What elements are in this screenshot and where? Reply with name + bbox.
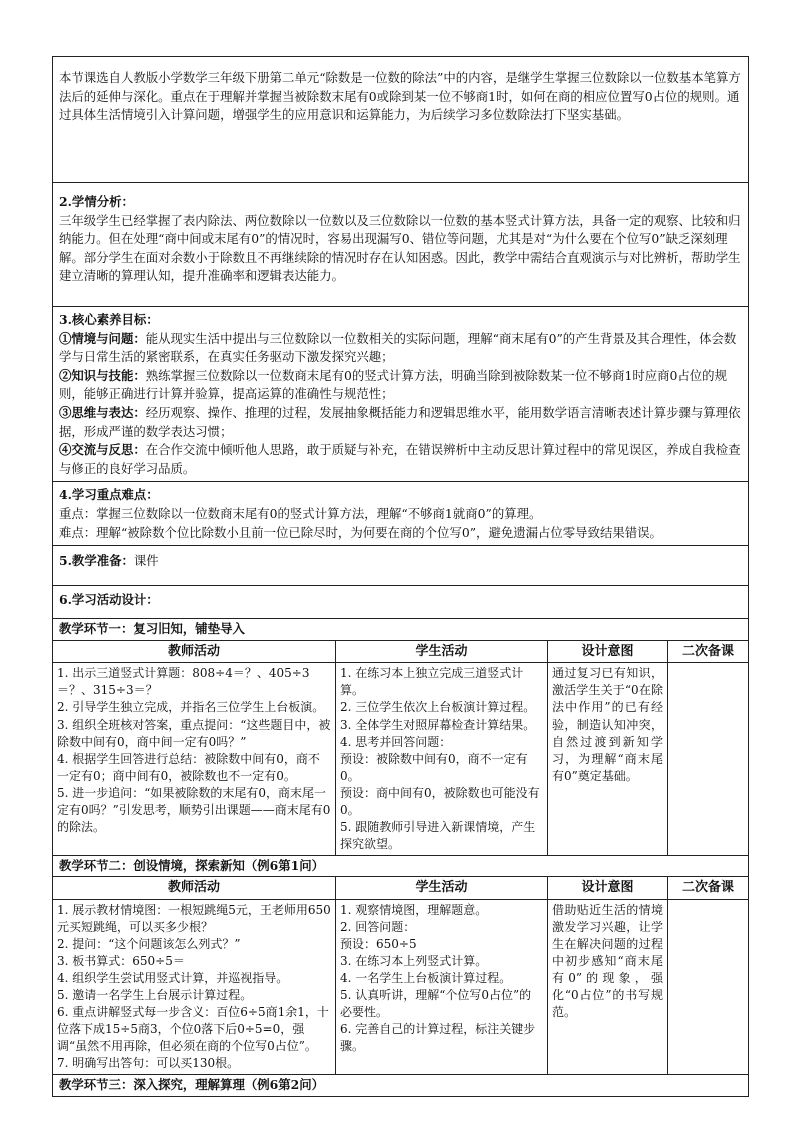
section-title: 5.教学准备： <box>59 553 134 569</box>
header-notes: 二次备课 <box>668 640 749 663</box>
teacher-step: 1. 展示教材情境图：一根短跳绳5元，王老师用650元买短跳绳，可以买多少根？ <box>57 902 331 934</box>
header-student: 学生活动 <box>336 877 548 900</box>
goal-label: ③思维与表达： <box>59 405 146 421</box>
student-step: 3. 在练习本上列竖式计算。 <box>340 953 488 968</box>
goal-item <box>59 441 742 478</box>
goal-label: ②知识与技能： <box>59 367 146 383</box>
student-step: 3. 全体学生对照屏幕检查计算结果。 <box>340 717 536 732</box>
student-step: 预设：被除数中间有0，商不一定有0。 <box>340 751 528 783</box>
section-key-points <box>53 482 749 546</box>
goal-text: 在合作交流中倾听他人思路，敢于质疑与补充，在错误辨析中主动反思计算过程中的常见误区，养成自我检查与修正的良好学习品质。 <box>59 442 741 476</box>
student-activity-cell <box>336 899 548 1074</box>
stage-3-title-row <box>53 1075 749 1097</box>
student-step: 6. 完善自己的计算过程，标注关键步骤。 <box>340 1022 536 1054</box>
teacher-step: 3. 板书算式：650÷5＝ <box>57 953 185 968</box>
second-prep-cell <box>668 663 749 855</box>
key-point-text: 重点：掌握三位数除以一位数商末尾有0的竖式计算方法，理解“不够商1就商0”的算理。 <box>59 506 542 522</box>
stage-2-title-row <box>53 855 749 877</box>
teacher-step: 2. 提问：“这个问题该怎么列式？” <box>57 936 241 951</box>
stage-1-title-row <box>53 619 749 641</box>
lesson-plan-table <box>52 56 749 1097</box>
student-step: 4. 思考并回答问题： <box>340 734 452 749</box>
intro-text: 本节课选自人教版小学数学三年级下册第二单元“除数是一位数的除法”中的内容，是继学生掌握三位数除以一位数基本笔算方法后的延伸与深化。重点在于理解并掌握当被除数末尾有0或除到某一位不够商1时，如何在商的相应位置写0占位的规则。通过具体生活情境引入计算问题，增强学生的应用意识和运算能力，为后续学习多位数除法打下坚实基础。 <box>59 70 741 123</box>
stage-1-content-row <box>53 663 749 855</box>
section-title: 3.核心素养目标： <box>59 312 159 327</box>
header-teacher: 教师活动 <box>53 877 336 900</box>
student-step: 预设：商中间有0，被除数也可能没有0。 <box>340 785 540 817</box>
student-activity-cell <box>336 663 548 855</box>
student-step: 1. 观察情境图，理解题意。 <box>340 902 488 917</box>
section-core-goals <box>53 307 749 482</box>
teacher-activity-cell <box>53 663 336 855</box>
goal-label: ①情境与问题： <box>59 330 146 346</box>
stage-title: 教学环节二：创设情境，探索新知（例6第1问） <box>53 855 749 877</box>
student-step: 5. 跟随教师引导进入新课情境，产生探究欲望。 <box>340 819 536 851</box>
stage-title: 教学环节三：深入探究，理解算理（例6第2问） <box>53 1075 749 1097</box>
section-learner-analysis <box>53 183 749 307</box>
teacher-step: 6. 重点讲解竖式每一步含义：百位6÷5商1余1，十位落下成15÷5商3，个位0落下后0÷5=0，强调“虽然不用再除，但必须在商的个位写0占位”。 <box>57 1005 329 1054</box>
teacher-step: 1. 出示三道竖式计算题：808÷4＝？、405÷3＝？、315÷3＝？ <box>57 666 310 698</box>
section-title: 2.学情分析： <box>59 194 134 209</box>
header-intent: 设计意图 <box>548 640 668 663</box>
stage-title: 教学环节一：复习旧知，铺垫导入 <box>53 619 749 641</box>
preparation-text: 课件 <box>133 553 159 569</box>
student-step: 预设：650÷5 <box>340 936 417 951</box>
student-step: 2. 三位学生依次上台板演计算过程。 <box>340 700 536 715</box>
header-notes: 二次备课 <box>668 877 749 900</box>
section-activities <box>53 586 749 619</box>
header-intent: 设计意图 <box>548 877 668 900</box>
goal-text: 熟练掌握三位数除以一位数商末尾有0的竖式计算方法，明确当除到被除数某一位不够商1时应商0占位的规则，能够正确进行计算并验算，提高运算的准确性与规范性； <box>59 367 727 402</box>
section-preparation <box>53 546 749 586</box>
goal-item <box>59 404 742 441</box>
teacher-step: 3. 组织全班核对答案，重点提问：“这些题目中，被除数中间有0，商中间一定有0吗？” <box>57 717 331 749</box>
teacher-step: 2. 引导学生独立完成，并指名三位学生上台板演。 <box>57 700 325 715</box>
stage-1-header-row <box>53 640 749 663</box>
goal-label: ④交流与反思： <box>59 442 146 458</box>
stage-2-content-row <box>53 899 749 1074</box>
student-step: 1. 在练习本上独立完成三道竖式计算。 <box>340 666 524 698</box>
section-title: 6.学习活动设计： <box>59 592 159 608</box>
goal-text: 经历观察、操作、推理的过程，发展抽象概括能力和逻辑思维水平，能用数学语言清晰表述计算步骤与算理依据，形成严谨的数学表达习惯； <box>59 405 741 439</box>
teacher-step: 5. 进一步追问：“如果被除数的末尾有0，商末尾一定有0吗？”引发思考，顺势引出课题——商末尾有0的除法。 <box>57 785 331 834</box>
second-prep-cell <box>668 899 749 1074</box>
teacher-step: 5. 邀请一名学生上台展示计算过程。 <box>57 988 253 1003</box>
learner-analysis-text: 三年级学生已经掌握了表内除法、两位数除以一位数以及三位数除以一位数的基本竖式计算方法，具备一定的观察、比较和归纳能力。但在处理“商中间或末尾有0”的情况时，容易出现漏写0、错位等问题，尤其是对“为什么要在个位写0”缺乏深刻理解。部分学生在面对余数小于除数且不再继续除的情况时存在认知困惑。因此，教学中需结合直观演示与对比辨析，帮助学生建立清晰的算理认知，提升准确率和逻辑表达能力。 <box>59 212 741 284</box>
section-intro <box>53 57 749 183</box>
goal-item <box>59 367 742 404</box>
goal-text: 能从现实生活中提出与三位数除以一位数相关的实际问题，理解“商末尾有0”的产生背景及其合理性，体会数学与日常生活的紧密联系，在真实任务驱动下激发探究兴趣； <box>59 330 737 365</box>
teacher-step: 7. 明确写出答句：可以买130根。 <box>57 1056 240 1071</box>
student-step: 2. 回答问题： <box>340 919 416 934</box>
header-teacher: 教师活动 <box>53 640 336 663</box>
student-step: 4. 一名学生上台板演计算过程。 <box>340 971 512 985</box>
design-intent-cell: 借助贴近生活的情境激发学习兴趣，让学生在解决问题的过程中初步感知“商末尾有0”的现象，强化“0占位”的书写规范。 <box>548 899 668 1074</box>
header-student: 学生活动 <box>336 640 548 663</box>
teacher-step: 4. 根据学生回答进行总结：被除数中间有0，商不一定有0；商中间有0，被除数也不一定有0。 <box>57 751 320 783</box>
difficult-point-text: 难点：理解“被除数个位比除数小且前一位已除尽时，为何要在商的个位写0”，避免遗漏占位零导致结果错误。 <box>59 524 662 540</box>
teacher-step: 4. 组织学生尝试用竖式计算，并巡视指导。 <box>57 971 289 985</box>
stage-2-header-row <box>53 877 749 900</box>
teacher-activity-cell <box>53 899 336 1074</box>
lesson-plan-document <box>52 56 748 1097</box>
student-step: 5. 认真听讲，理解“个位写0占位”的必要性。 <box>340 988 532 1020</box>
goal-item <box>59 330 742 367</box>
design-intent-cell: 通过复习已有知识，激活学生关于“0在除法中作用”的已有经验，制造认知冲突，自然过渡到新知学习，为理解“商末尾有0”奠定基础。 <box>548 663 668 855</box>
section-title: 4.学习重点难点： <box>59 487 159 503</box>
